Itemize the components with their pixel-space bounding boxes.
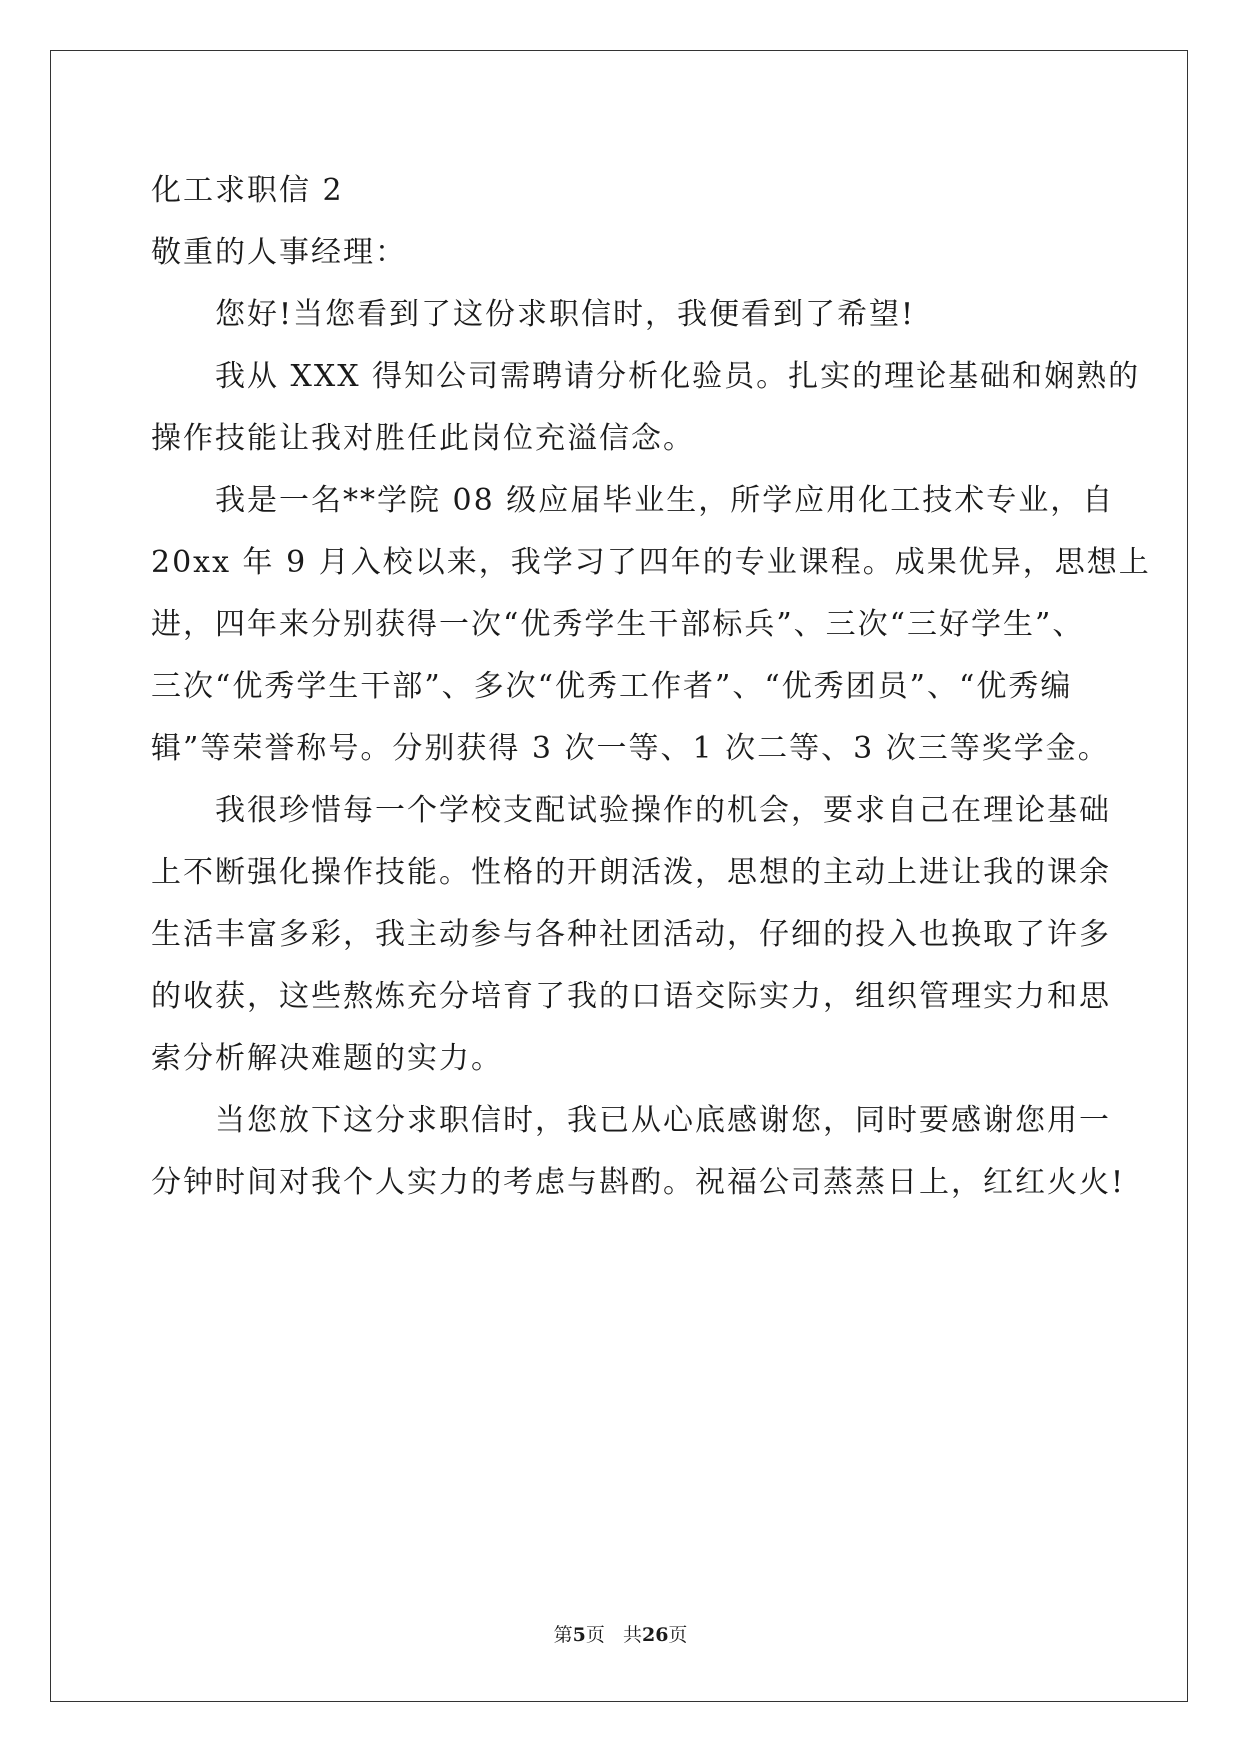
paragraph-line: 20xx 年 9 月入校以来，我学习了四年的专业课程。成果优异，思想上	[151, 545, 1151, 580]
letter-title: 化工求职信 2	[151, 173, 344, 208]
paragraph-line: 上不断强化操作技能。性格的开朗活泼，思想的主动上进让我的课余	[151, 855, 1111, 890]
paragraph-line: 三次“优秀学生干部”、多次“优秀工作者”、“优秀团员”、“优秀编	[151, 669, 1073, 704]
total-prefix: 共	[622, 1624, 642, 1646]
paragraph-line: 进，四年来分别获得一次“优秀学生干部标兵”、三次“三好学生”、	[151, 607, 1085, 642]
paragraph-line: 索分析解决难题的实力。	[151, 1041, 503, 1076]
letter-body	[151, 160, 1151, 1214]
letter-salutation: 敬重的人事经理：	[151, 235, 407, 270]
paragraph-line: 我很珍惜每一个学校支配试验操作的机会，要求自己在理论基础	[215, 793, 1111, 828]
total-suffix: 页	[668, 1624, 688, 1646]
paragraph-line: 分钟时间对我个人实力的考虑与斟酌。祝福公司蒸蒸日上，红红火火!	[151, 1165, 1126, 1200]
paragraph-line: 操作技能让我对胜任此岗位充溢信念。	[151, 421, 695, 456]
paragraph-line: 您好!当您看到了这份求职信时，我便看到了希望!	[215, 297, 916, 332]
paragraph-line: 当您放下这分求职信时，我已从心底感谢您，同时要感谢您用一	[215, 1103, 1111, 1138]
page-suffix: 页	[585, 1624, 605, 1646]
paragraph-line: 生活丰富多彩，我主动参与各种社团活动，仔细的投入也换取了许多	[151, 917, 1111, 952]
page-prefix: 第	[553, 1624, 573, 1646]
page-footer	[0, 1620, 1241, 1647]
paragraph-line: 辑”等荣誉称号。分别获得 3 次一等、1 次二等、3 次三等奖学金。	[151, 731, 1110, 766]
paragraph-line: 我是一名**学院 08 级应届毕业生，所学应用化工技术专业，自	[215, 483, 1115, 518]
paragraph-line: 的收获，这些熬炼充分培育了我的口语交际实力，组织管理实力和思	[151, 979, 1111, 1014]
paragraph-line: 我从 XXX 得知公司需聘请分析化验员。扎实的理论基础和娴熟的	[215, 359, 1141, 394]
page-number: 5	[572, 1624, 586, 1646]
total-pages: 26	[641, 1624, 669, 1646]
